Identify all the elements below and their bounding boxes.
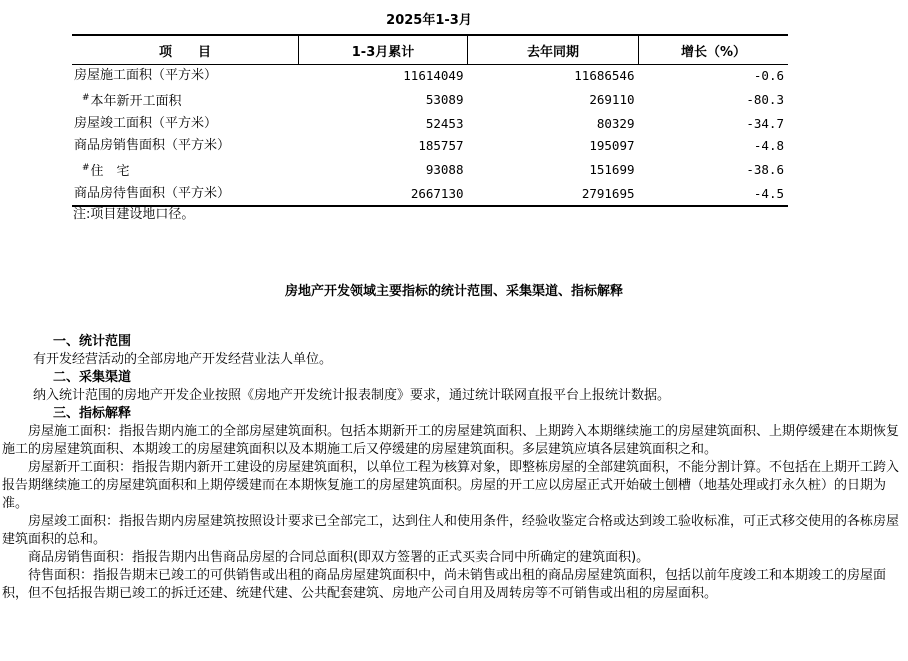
heading-channel: 二、采集渠道	[53, 370, 132, 385]
cell-growth: -34.7	[746, 116, 784, 131]
row-label	[72, 87, 299, 113]
cell-growth: -38.6	[746, 162, 784, 177]
table-row	[72, 65, 788, 88]
cell-cumulative: 2667130	[299, 183, 468, 206]
cell-last-year: 11686546	[574, 68, 635, 83]
report-period: 2025年1-3月	[386, 13, 472, 28]
definition-completed-area: 房屋竣工面积：指报告期内房屋建筑按照设计要求已全部完工，达到住人和使用条件，经验收鉴定合格或达到竣工验收标准，可正式移交使用的各栋房屋建筑面积的总和。	[2, 514, 900, 547]
table-row	[72, 87, 788, 113]
col-header-cumulative: 1-3月累计	[299, 35, 468, 65]
table-row	[72, 157, 788, 183]
row-label-text: 房屋竣工面积（平方米）	[74, 116, 218, 131]
row-label-text: 商品房销售面积（平方米）	[74, 138, 231, 153]
col-header-item: 项 目	[72, 35, 299, 65]
cell-last-year: 2791695	[468, 183, 639, 206]
row-label-text: 商品房待售面积（平方米）	[74, 186, 231, 201]
row-label-text: 本年新开工面积	[90, 94, 182, 109]
table-row	[72, 113, 788, 135]
cell-last-year: 269110	[589, 92, 635, 107]
definition-construction-area: 房屋施工面积：指报告期内施工的全部房屋建筑面积。包括本期新开工的房屋建筑面积、上期跨入本期继续施工的房屋建筑面积、上期停缓建在本期恢复施工的房屋建筑面积、本期竣工的房屋建筑面积以及本期施工后又停缓建的房屋建筑面积。多层建筑应填各层建筑面积之和。	[2, 424, 900, 457]
col-header-last-year: 去年同期	[468, 35, 639, 65]
cell-cumulative: 185757	[418, 138, 464, 153]
cell-last-year: 151699	[589, 162, 635, 177]
paragraph-scope: 有开发经营活动的全部房地产开发经营业法人单位。	[33, 352, 333, 367]
definition-unsold-area: 待售面积：指报告期末已竣工的可供销售或出租的商品房屋建筑面积中，尚未销售或出租的商品房屋建筑面积，包括以前年度竣工和本期竣工的房屋面积，但不包括报告期已竣工的拆迁还建、统建代建、公共配套建筑、房地产公司自用及周转房等不可销售或出租的房屋面积。	[2, 568, 887, 601]
explanation-body	[2, 333, 903, 603]
col-header-growth: 增长（%）	[639, 35, 789, 65]
row-label-text: 房屋施工面积（平方米）	[74, 68, 218, 83]
definition-sales-area: 商品房销售面积：指报告期内出售商品房屋的合同总面积(即双方签署的正式买卖合同中所确定的建筑面积)。	[28, 550, 650, 565]
cell-cumulative: 52453	[425, 116, 464, 131]
table-row	[72, 135, 788, 157]
heading-definitions: 三、指标解释	[53, 406, 132, 421]
statistics-table	[72, 34, 788, 207]
row-label	[72, 65, 299, 88]
hash-mark: #	[82, 163, 90, 173]
cell-growth: -4.5	[639, 183, 789, 206]
cell-last-year: 195097	[589, 138, 635, 153]
row-label	[72, 135, 299, 157]
cell-growth: -80.3	[746, 92, 784, 107]
section-title: 房地产开发领域主要指标的统计范围、采集渠道、指标解释	[284, 284, 623, 299]
cell-cumulative: 93088	[425, 162, 464, 177]
hash-mark: #	[82, 93, 90, 103]
table-note: 注:项目建设地口径。	[73, 207, 195, 222]
cell-growth: -0.6	[753, 68, 784, 83]
paragraph-channel: 纳入统计范围的房地产开发企业按照《房地产开发统计报表制度》要求，通过统计联网直报平台上报统计数据。	[33, 388, 671, 403]
definition-new-start-area: 房屋新开工面积：指报告期内新开工建设的房屋建筑面积，以单位工程为核算对象，即整栋房屋的全部建筑面积，不能分割计算。不包括在上期开工跨入报告期继续施工的房屋建筑面积和上期停缓建而在本期恢复施工的房屋建筑面积。房屋的开工应以房屋正式开始破土刨槽（地基处理或打永久桩）的日期为准。	[2, 460, 900, 511]
row-label-text: 住 宅	[90, 164, 130, 179]
cell-cumulative: 11614049	[403, 68, 464, 83]
heading-scope: 一、统计范围	[53, 334, 132, 349]
row-label	[72, 113, 299, 135]
row-label	[72, 157, 299, 183]
cell-last-year: 80329	[596, 116, 635, 131]
table-header-row	[72, 35, 788, 65]
cell-growth: -4.8	[753, 138, 784, 153]
cell-cumulative: 53089	[425, 92, 464, 107]
